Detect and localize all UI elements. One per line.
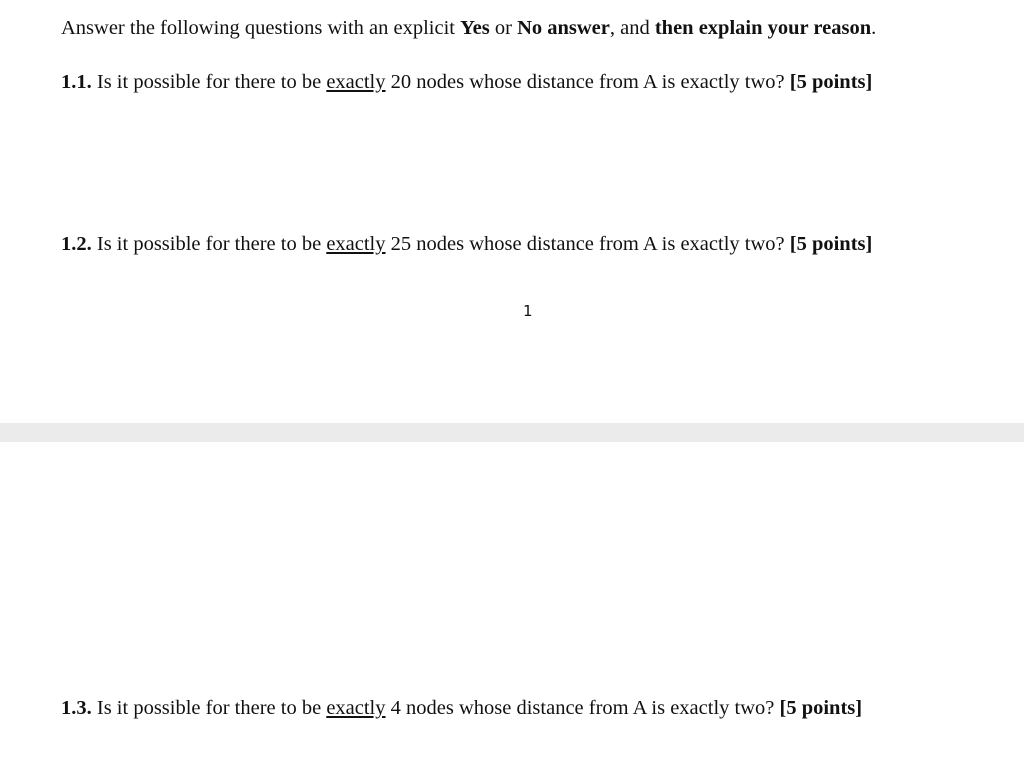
page-number: 1 (523, 302, 533, 320)
instructions-text (61, 16, 876, 40)
points-label: [5 points] (779, 697, 863, 719)
question-text: 4 nodes whose distance from A is exactly two? (385, 697, 780, 719)
underlined-word: exactly (326, 71, 386, 93)
question-text: Is it possible for there to be (91, 697, 327, 719)
points-label: [5 points] (789, 71, 873, 93)
explain-emphasis: then explain your reason (654, 17, 872, 39)
question-1-1 (61, 70, 872, 94)
question-text: 25 nodes whose distance from A is exactly two? (385, 233, 790, 255)
question-number: 1.1. (61, 71, 92, 93)
document-page-2 (0, 442, 1024, 776)
underlined-word: exactly (326, 697, 386, 719)
no-answer-emphasis: No answer (517, 17, 610, 39)
question-text: Is it possible for there to be (91, 233, 327, 255)
underlined-word: exactly (326, 233, 386, 255)
instructions-part: . (871, 17, 877, 39)
instructions-part: or (489, 17, 518, 39)
yes-emphasis: Yes (460, 17, 490, 39)
question-number: 1.3. (61, 697, 92, 719)
question-number: 1.2. (61, 233, 92, 255)
question-text: Is it possible for there to be (91, 71, 327, 93)
question-text: 20 nodes whose distance from A is exactly two? (385, 71, 790, 93)
instructions-part: Answer the following questions with an explicit (61, 17, 461, 39)
points-label: [5 points] (789, 233, 873, 255)
instructions-part: , and (609, 17, 655, 39)
question-1-2 (61, 232, 872, 256)
page-separator (0, 423, 1024, 442)
question-1-3 (61, 696, 862, 720)
